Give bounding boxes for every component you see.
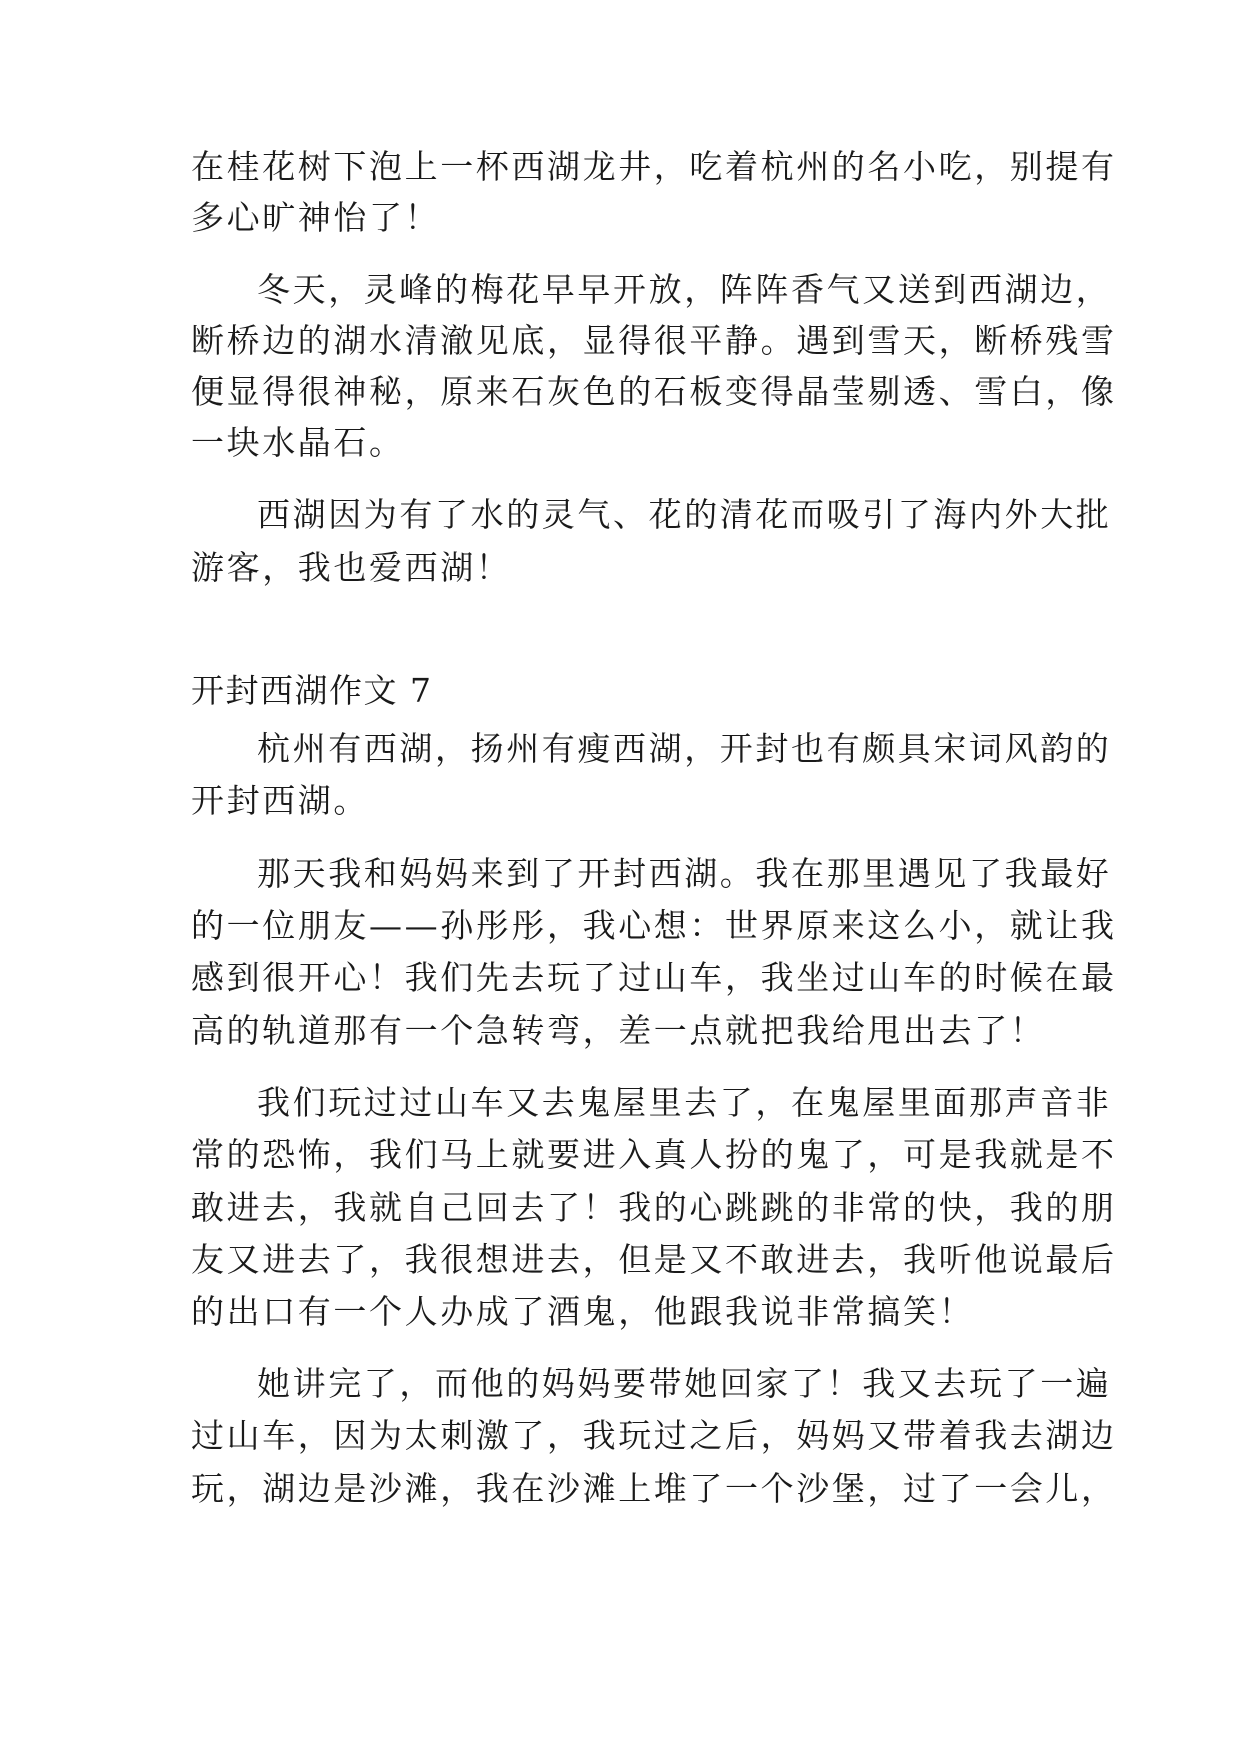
paragraph-line: 杭州有西湖，扬州有瘦西湖，开封也有颇具宋词风韵的	[257, 729, 1112, 768]
paragraph-line: 感到很开心！我们先去玩了过山车，我坐过山车的时候在最	[191, 958, 1117, 997]
paragraph-line: 冬天，灵峰的梅花早早开放，阵阵香气又送到西湖边，	[257, 270, 1112, 309]
paragraph-line: 她讲完了，而他的妈妈要带她回家了！我又去玩了一遍	[257, 1364, 1112, 1403]
paragraph-line: 高的轨道那有一个急转弯，差一点就把我给甩出去了！	[191, 1011, 1046, 1050]
paragraph-line: 过山车，因为太刺激了，我玩过之后，妈妈又带着我去湖边	[191, 1416, 1117, 1455]
paragraph-line: 在桂花树下泡上一杯西湖龙井，吃着杭州的名小吃，别提有	[191, 147, 1117, 186]
paragraph-line: 断桥边的湖水清澈见底，显得很平静。遇到雪天，断桥残雪	[191, 321, 1117, 360]
paragraph-line: 多心旷神怡了！	[191, 198, 441, 237]
paragraph-line: 玩，湖边是沙滩，我在沙滩上堆了一个沙堡，过了一会儿，	[191, 1469, 1117, 1508]
paragraph-line: 西湖因为有了水的灵气、花的清花而吸引了海内外大批	[257, 495, 1112, 534]
paragraph-line: 敢进去，我就自己回去了！我的心跳跳的非常的快，我的朋	[191, 1188, 1117, 1227]
paragraph-line: 开封西湖。	[191, 781, 369, 820]
paragraph-line: 的出口有一个人办成了酒鬼，他跟我说非常搞笑！	[191, 1292, 975, 1331]
paragraph-line: 的一位朋友——孙彤彤，我心想：世界原来这么小，就让我	[191, 906, 1117, 945]
paragraph-line: 友又进去了，我很想进去，但是又不敢进去，我听他说最后	[191, 1240, 1117, 1279]
paragraph-line: 常的恐怖，我们马上就要进入真人扮的鬼了，可是我就是不	[191, 1135, 1117, 1174]
paragraph-line: 一块水晶石。	[191, 423, 405, 462]
paragraph-line: 便显得很神秘，原来石灰色的石板变得晶莹剔透、雪白，像	[191, 372, 1117, 411]
paragraph-line: 我们玩过过山车又去鬼屋里去了，在鬼屋里面那声音非	[257, 1083, 1112, 1122]
paragraph-line: 游客，我也爱西湖！	[191, 548, 512, 587]
section-heading: 开封西湖作文 7	[191, 671, 433, 710]
paragraph-line: 那天我和妈妈来到了开封西湖。我在那里遇见了我最好	[257, 854, 1112, 893]
